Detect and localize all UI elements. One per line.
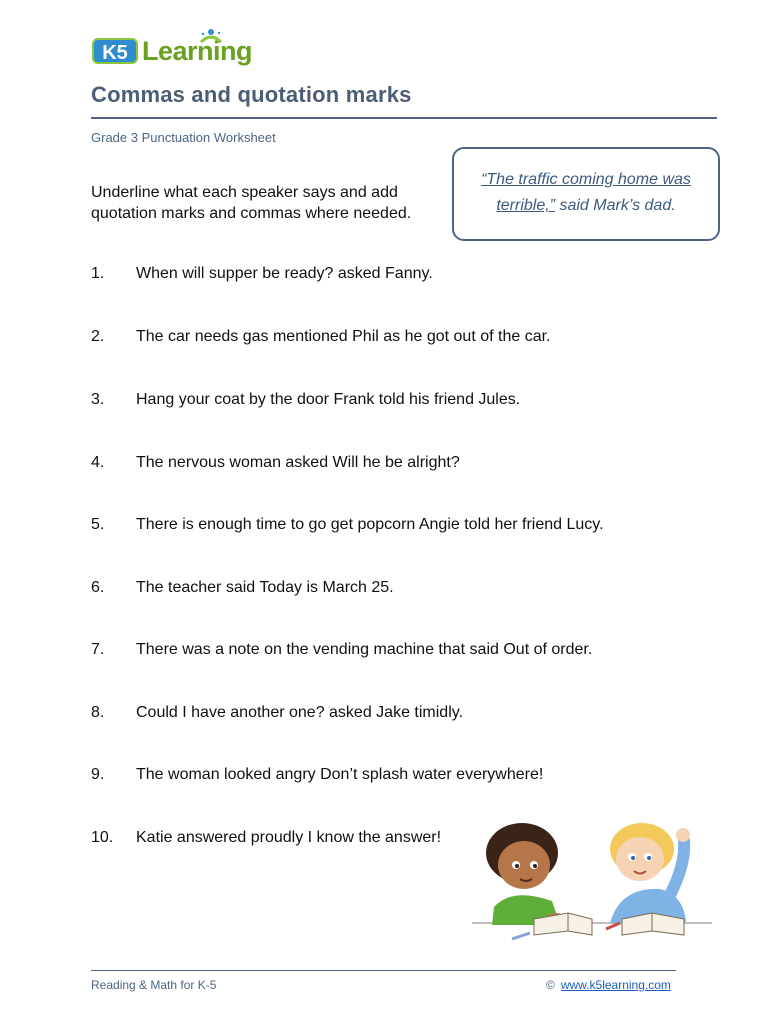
question-number: 1. — [91, 265, 105, 282]
question-item — [91, 766, 691, 788]
question-item — [91, 454, 691, 476]
footer-site — [546, 978, 671, 992]
example-quote: “The traffic coming home was terrible,” — [481, 171, 691, 214]
question-item — [91, 328, 691, 350]
title-divider — [91, 117, 717, 119]
question-item — [91, 391, 691, 413]
question-text: There was a note on the vending machine that said Out of order. — [136, 641, 593, 658]
question-text: Katie answered proudly I know the answer! — [136, 829, 442, 846]
question-text: Could I have another one? asked Jake timidly. — [136, 704, 464, 721]
question-number: 4. — [91, 454, 105, 471]
instructions: Underline what each speaker says and add quotation marks and commas where needed. — [91, 184, 412, 222]
example-attribution: said Mark’s dad. — [555, 197, 676, 214]
example-box — [452, 147, 720, 241]
question-text: Hang your coat by the door Frank told his friend Jules. — [136, 391, 521, 408]
question-number: 10. — [91, 829, 114, 846]
question-text: The woman looked angry Don’t splash water everywhere! — [136, 766, 544, 783]
question-item — [91, 516, 691, 538]
logo-badge: K5 — [92, 38, 138, 64]
question-number: 6. — [91, 579, 105, 596]
question-number: 8. — [91, 704, 105, 721]
question-text: The car needs gas mentioned Phil as he got out of the car. — [136, 328, 551, 345]
footer-tagline: Reading & Math for K-5 — [91, 978, 217, 992]
question-item — [91, 641, 691, 663]
copyright-symbol: © — [546, 978, 555, 992]
question-item — [91, 704, 691, 726]
question-text: There is enough time to go get popcorn Angie told her friend Lucy. — [136, 516, 604, 533]
k5-learning-logo — [92, 28, 262, 72]
logo-figure-icon — [197, 28, 225, 50]
page-title: Commas and quotation marks — [91, 82, 412, 107]
question-text: When will supper be ready? asked Fanny. — [136, 265, 433, 282]
question-number: 2. — [91, 328, 105, 345]
question-text: The nervous woman asked Will he be alright? — [136, 454, 460, 471]
children-reading-illustration — [472, 815, 712, 955]
question-number: 3. — [91, 391, 105, 408]
footer-divider — [91, 970, 676, 971]
question-number: 7. — [91, 641, 105, 658]
worksheet-subtitle: Grade 3 Punctuation Worksheet — [91, 130, 276, 145]
question-number: 5. — [91, 516, 105, 533]
question-number: 9. — [91, 766, 105, 783]
question-item — [91, 265, 691, 287]
logo-wordmark: Learning — [142, 36, 253, 66]
question-item — [91, 579, 691, 601]
question-text: The teacher said Today is March 25. — [136, 579, 394, 596]
website-link[interactable]: www.k5learning.com — [560, 978, 671, 992]
